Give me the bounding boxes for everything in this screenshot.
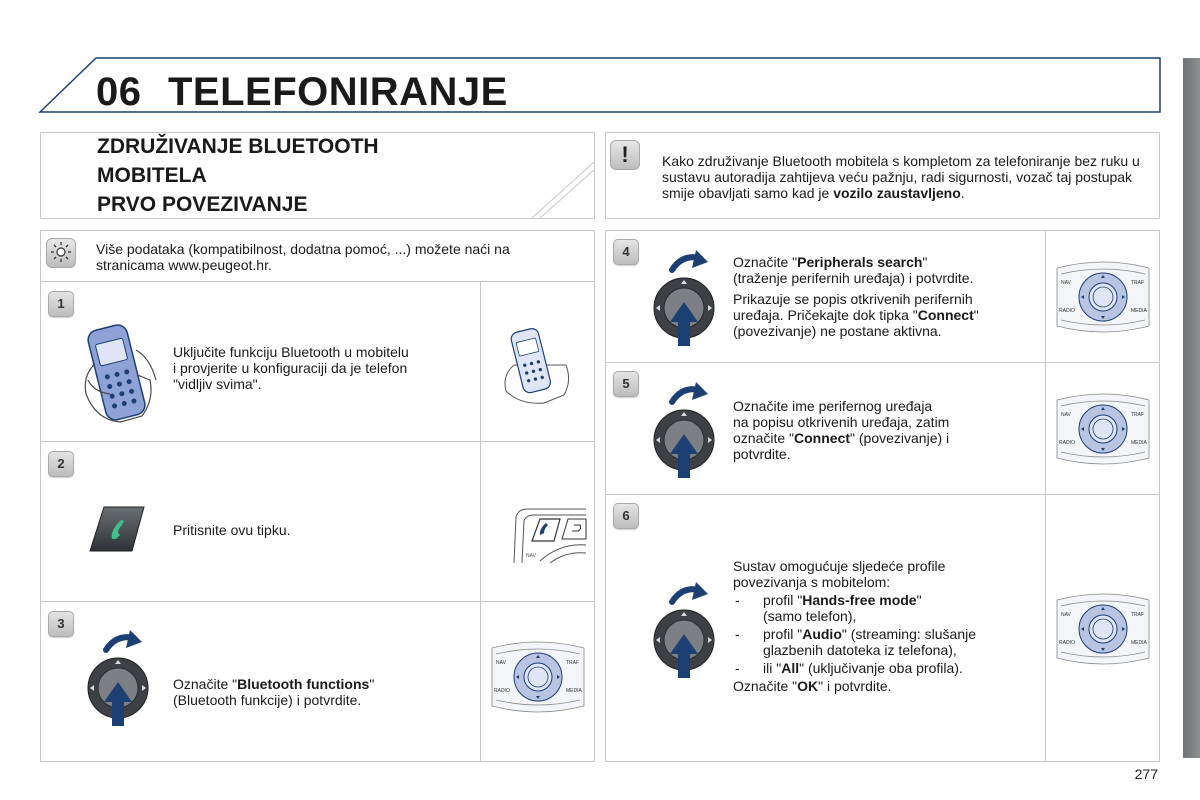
step3-text-line1: Označite "Bluetooth functions": [173, 676, 375, 692]
chapter-title: TELEFONIRANJE: [168, 70, 508, 114]
media-label: MEDIA: [1131, 440, 1147, 446]
step5-text-line2: na popisu otkrivenih uređaja, zatim: [733, 414, 950, 430]
warning-icon: !: [610, 140, 640, 170]
step2-text: Pritisnite ovu tipku.: [173, 522, 291, 538]
step-number-badge: 4: [613, 239, 639, 265]
radio-label: RADIO: [1059, 440, 1075, 446]
media-label: MEDIA: [1131, 640, 1147, 646]
nav-label: NAV: [1061, 280, 1071, 286]
divider: [40, 441, 595, 442]
section-title-line1: ZDRUŽIVANJE BLUETOOTH: [97, 135, 379, 158]
step4-text-line5: (povezivanje) ne postane aktivna.: [733, 323, 942, 339]
nav-label: NAV: [1061, 412, 1071, 418]
step3-text-line2: (Bluetooth funkcije) i potvrdite.: [173, 692, 362, 708]
step-number-badge: 1: [48, 291, 74, 317]
divider: [40, 281, 595, 282]
step4-text-line2: (traženje perifernih uređaja) i potvrdite.: [733, 270, 974, 286]
traf-label: TRAF: [566, 660, 580, 666]
step-number-badge: 5: [613, 371, 639, 397]
info-text-line1: Više podataka (kompatibilnost, dodatna pomoć, ...) možete naći na: [96, 241, 510, 257]
info-text-line2: stranicama www.peugeot.hr.: [96, 257, 272, 273]
divider: [605, 494, 1160, 495]
chapter-number: 06: [96, 70, 142, 114]
rotary-knob-press-icon: [652, 580, 720, 680]
traf-label: TRAF: [1131, 412, 1145, 418]
step5-text-line1: Označite ime perifernog uređaja: [733, 398, 933, 414]
list-item: - ili "All" (uključivanje oba profila).: [733, 660, 1033, 676]
step-number-badge: 2: [48, 451, 74, 477]
step4-text-line3: Prikazuje se popis otkrivenih perifernih: [733, 291, 973, 307]
phone-button-icon: [86, 503, 148, 555]
section-title-line3: PRVO POVEZIVANJE: [97, 193, 308, 216]
section-title-corner: [530, 160, 596, 220]
warning-text: Kako združivanje Bluetooth mobitela s kompletom za telefoniranje bez ruku u sustavu autoradija zahtijeva veću pažnju, radi sigurnosti, vozač taj postupak smije obavljati samo kad je vozilo zaustavljeno.: [662, 153, 1140, 201]
step1-text-line2: i provjerite u konfiguraciji da je telefon: [173, 360, 408, 376]
mobile-phone-small-icon: [500, 325, 576, 407]
nav-label: NAV: [496, 660, 506, 666]
controller-panel-illustration: [1053, 258, 1153, 336]
controller-panel-illustration: [1053, 390, 1153, 468]
section-title-line2: MOBITELA: [97, 164, 207, 187]
step6-text: [733, 558, 1033, 694]
side-tab: [1183, 58, 1200, 758]
media-label: MEDIA: [566, 688, 582, 694]
list-item: - profil "Audio" (streaming: slušanje glazbenih datoteka iz telefona),: [733, 626, 1033, 658]
list-item: - profil "Hands-free mode" (samo telefon),: [733, 592, 1033, 624]
step4-text-line1: Označite "Peripherals search": [733, 254, 928, 270]
info-icon: [46, 238, 76, 268]
page-number: 277: [1134, 766, 1158, 782]
mobile-phone-hand-icon: [80, 320, 160, 424]
traf-label: TRAF: [1131, 280, 1145, 286]
traf-label: TRAF: [1131, 612, 1145, 618]
rotary-knob-press-icon: [652, 248, 720, 348]
divider: [1045, 230, 1046, 762]
rotary-knob-press-icon: [86, 628, 154, 728]
rotary-knob-press-icon: [652, 380, 720, 480]
step6-intro-line1: Sustav omogućuje sljedeće profile: [733, 558, 946, 574]
nav-label: NAV: [526, 553, 536, 559]
divider: [40, 601, 595, 602]
step-number-badge: 3: [48, 611, 74, 637]
step6-outro: Označite "OK" i potvrdite.: [733, 678, 892, 694]
step4-text-line4: uređaja. Pričekajte dok tipka "Connect": [733, 307, 979, 323]
step1-text-line1: Uključite funkciju Bluetooth u mobitelu: [173, 344, 409, 360]
dashboard-button-illustration: [510, 505, 588, 565]
divider: [480, 281, 481, 762]
step5-text-line3: označite "Connect" (povezivanje) i: [733, 430, 950, 446]
profile-list: [733, 592, 1033, 676]
radio-label: RADIO: [1059, 308, 1075, 314]
radio-label: RADIO: [494, 688, 510, 694]
controller-panel-illustration: [1053, 590, 1153, 668]
nav-label: NAV: [1061, 612, 1071, 618]
step6-intro-line2: povezivanja s mobitelom:: [733, 574, 891, 590]
step-number-badge: 6: [613, 503, 639, 529]
media-label: MEDIA: [1131, 308, 1147, 314]
step1-text-line3: "vidljiv svima".: [173, 376, 262, 392]
radio-label: RADIO: [1059, 640, 1075, 646]
controller-panel-illustration: [488, 638, 588, 716]
step5-text-line4: potvrdite.: [733, 446, 791, 462]
divider: [605, 362, 1160, 363]
